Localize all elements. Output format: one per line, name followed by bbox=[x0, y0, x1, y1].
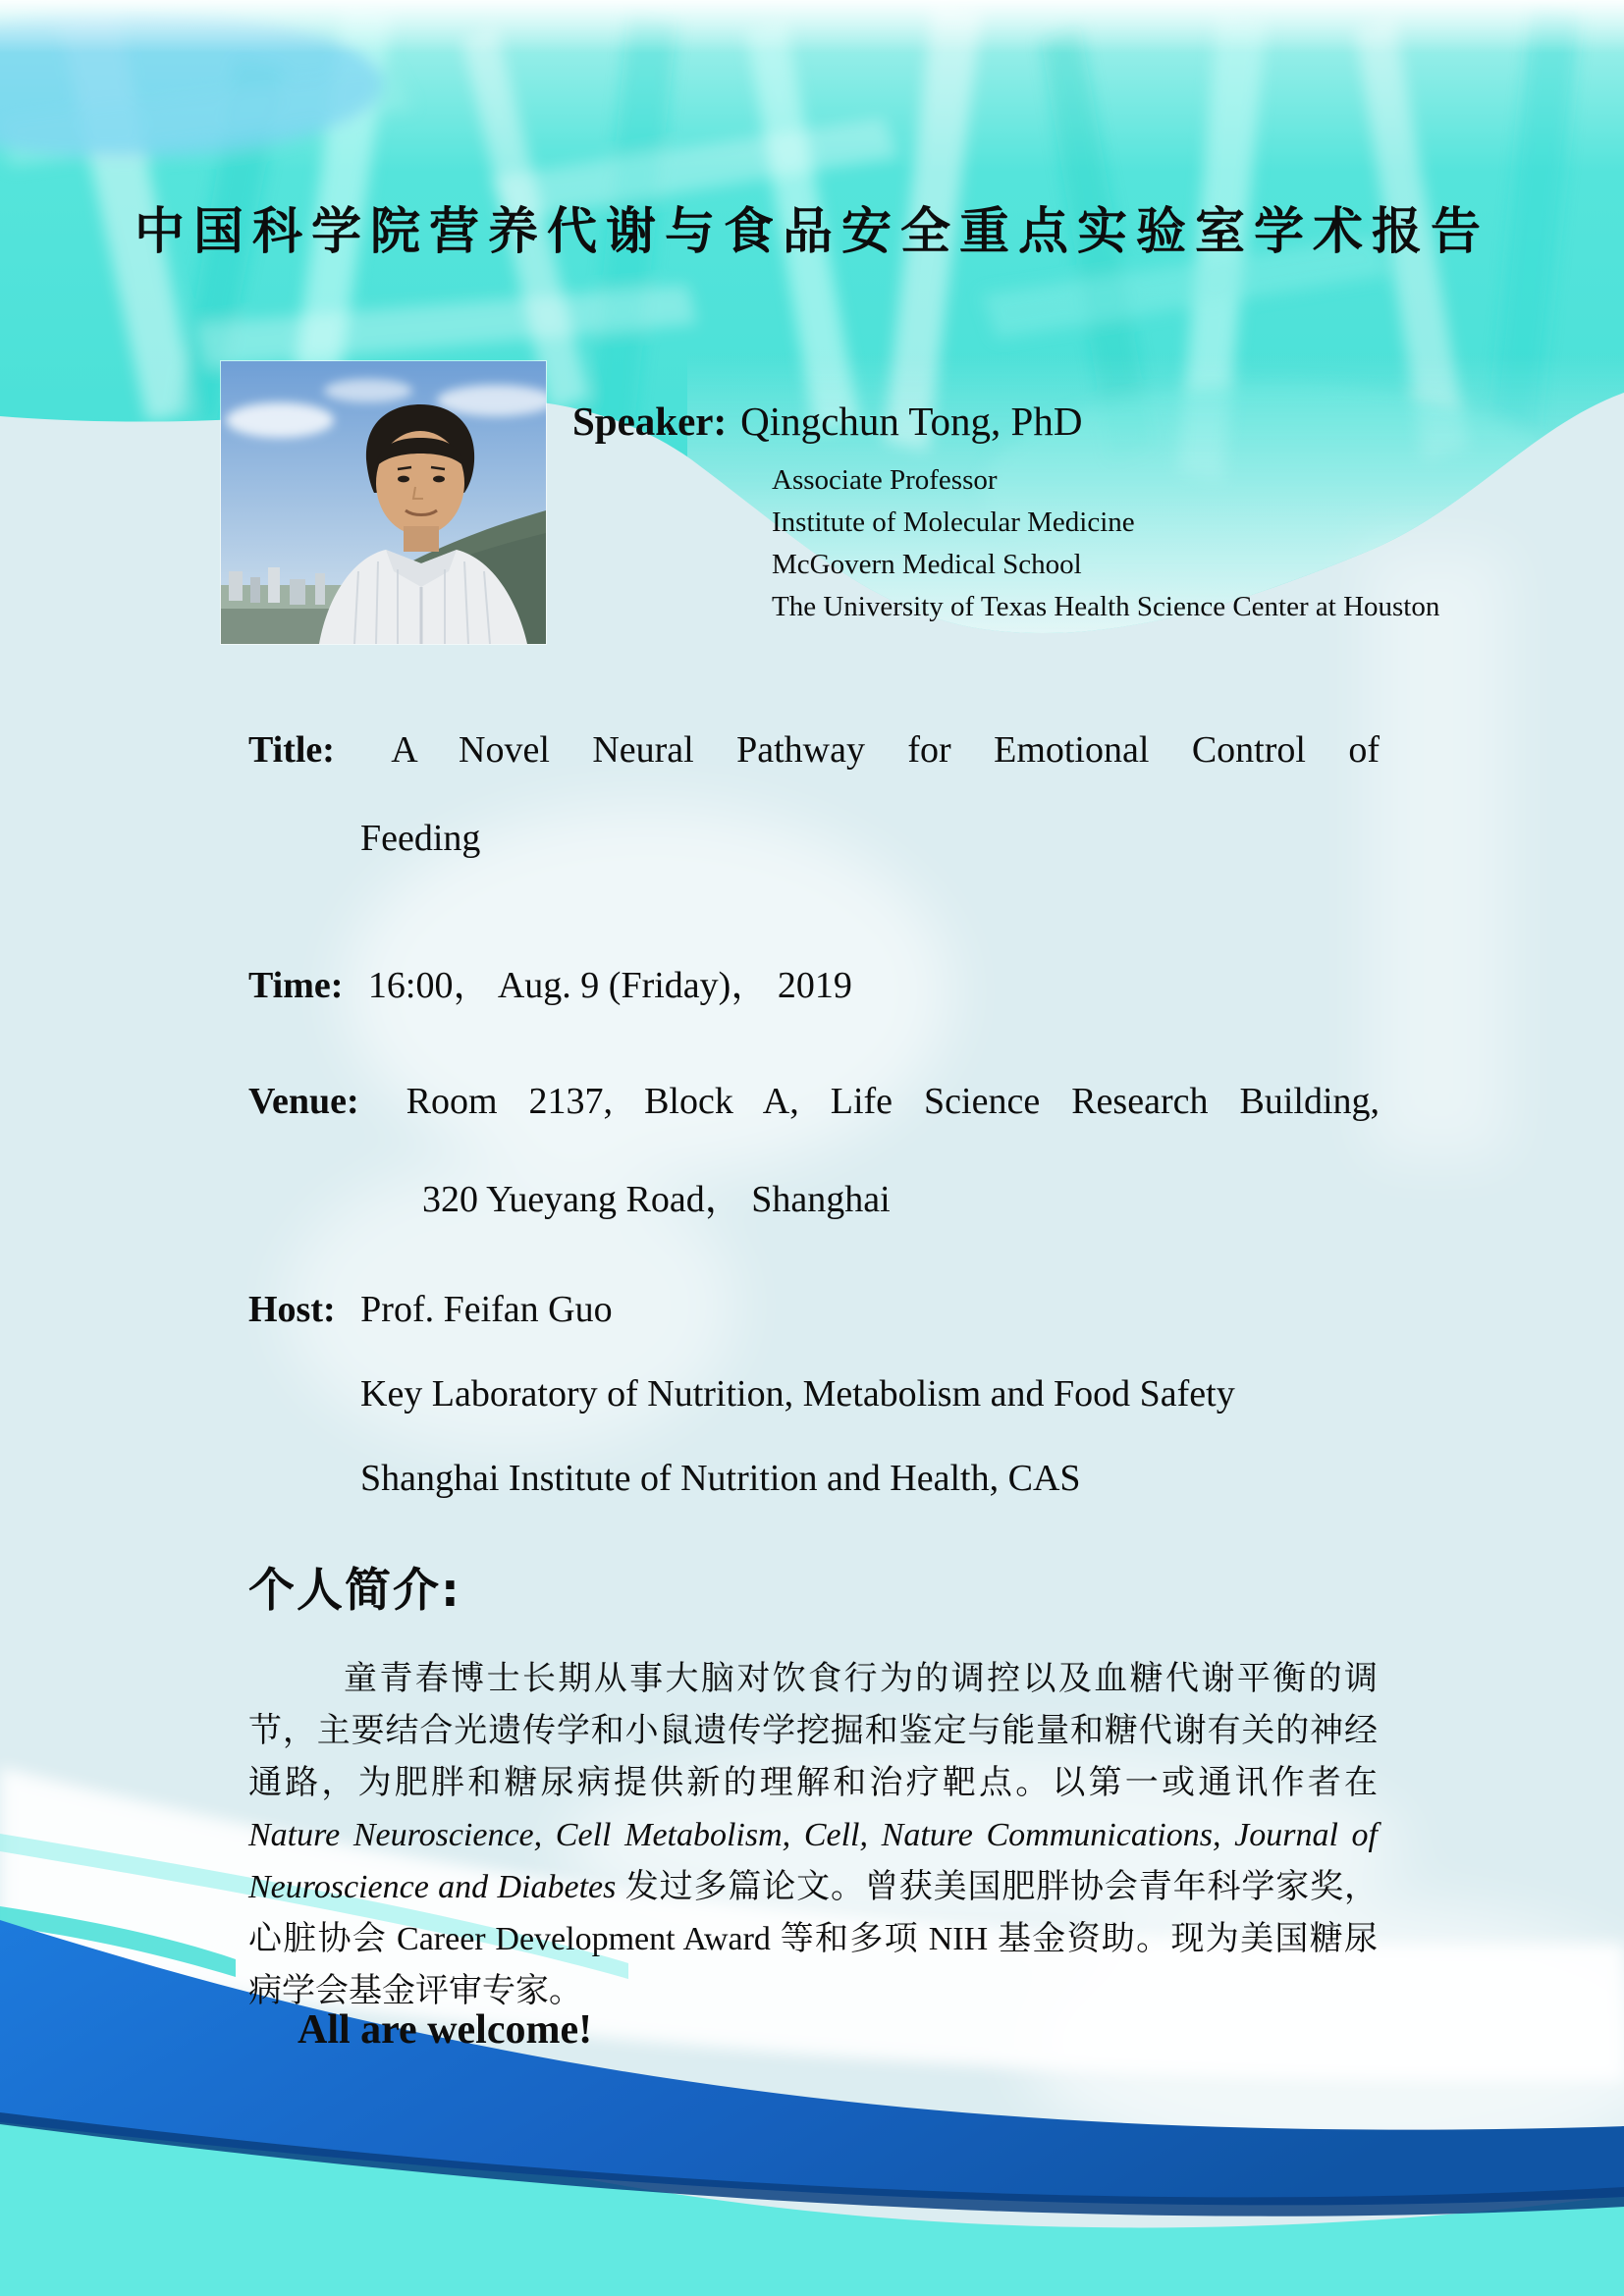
host-label: Host: bbox=[248, 1289, 336, 1330]
venue-text: Room 2137, Block A, Life Science Research Building, bbox=[406, 1081, 1380, 1122]
speaker-affiliations bbox=[772, 459, 1439, 628]
bio-heading: 个人简介: bbox=[248, 1564, 461, 1618]
venue-line1 bbox=[248, 1080, 1380, 1123]
title-label: Title: bbox=[248, 729, 335, 771]
host-name: Prof. Feifan Guo bbox=[360, 1289, 613, 1330]
affiliation-line: McGovern Medical School bbox=[772, 549, 1082, 580]
host-org-line1: Key Laboratory of Nutrition, Metabolism and Food Safety bbox=[360, 1373, 1235, 1415]
talk-title-line1 bbox=[248, 728, 1380, 772]
speaker-line bbox=[572, 398, 1082, 445]
title-text: A Novel Neural Pathway for Emotional Control of bbox=[391, 729, 1380, 771]
venue-line2: 320 Yueyang Road， Shanghai bbox=[422, 1179, 891, 1220]
time-label: Time: bbox=[248, 965, 344, 1006]
bio-paragraph: 童青春博士长期从事大脑对饮食行为的调控以及血糖代谢平衡的调节，主要结合光遗传学和小鼠遗传学挖掘和鉴定与能量和糖代谢有关的神经通路，为肥胖和糖尿病提供新的理解和治疗靶点。以第一或通讯作者在 Nature Neuroscience, Cell Metabolism, Cell, Nature Communications, Journal of Neuroscience and Diabetes 发过多篇论文。曾获美国肥胖协会青年科学家奖，心脏协会 Career Development Award 等和多项 NIH 基金资助。现为美国糖尿病学会基金评审专家。 bbox=[248, 1661, 1379, 2009]
time-line bbox=[248, 954, 852, 1008]
venue-label: Venue: bbox=[248, 1081, 359, 1122]
affiliation-line: Institute of Molecular Medicine bbox=[772, 507, 1135, 538]
talk-title-line2: Feeding bbox=[360, 818, 481, 859]
affiliation-line: The University of Texas Health Science Center at Houston bbox=[772, 591, 1440, 622]
speaker-photo bbox=[221, 361, 546, 644]
header-title: 中国科学院营养代谢与食品安全重点实验室学术报告 bbox=[134, 205, 1489, 260]
speaker-label: Speaker: bbox=[572, 399, 728, 444]
time-value: 16:00， Aug. 9 (Friday)， 2019 bbox=[367, 965, 852, 1006]
host-line bbox=[248, 1288, 613, 1331]
host-org-line2: Shanghai Institute of Nutrition and Health, CAS bbox=[360, 1458, 1081, 1499]
welcome-line: All are welcome! bbox=[298, 2007, 593, 2053]
speaker-name: Qingchun Tong, PhD bbox=[740, 399, 1083, 444]
affiliation-line: Associate Professor bbox=[772, 464, 998, 496]
